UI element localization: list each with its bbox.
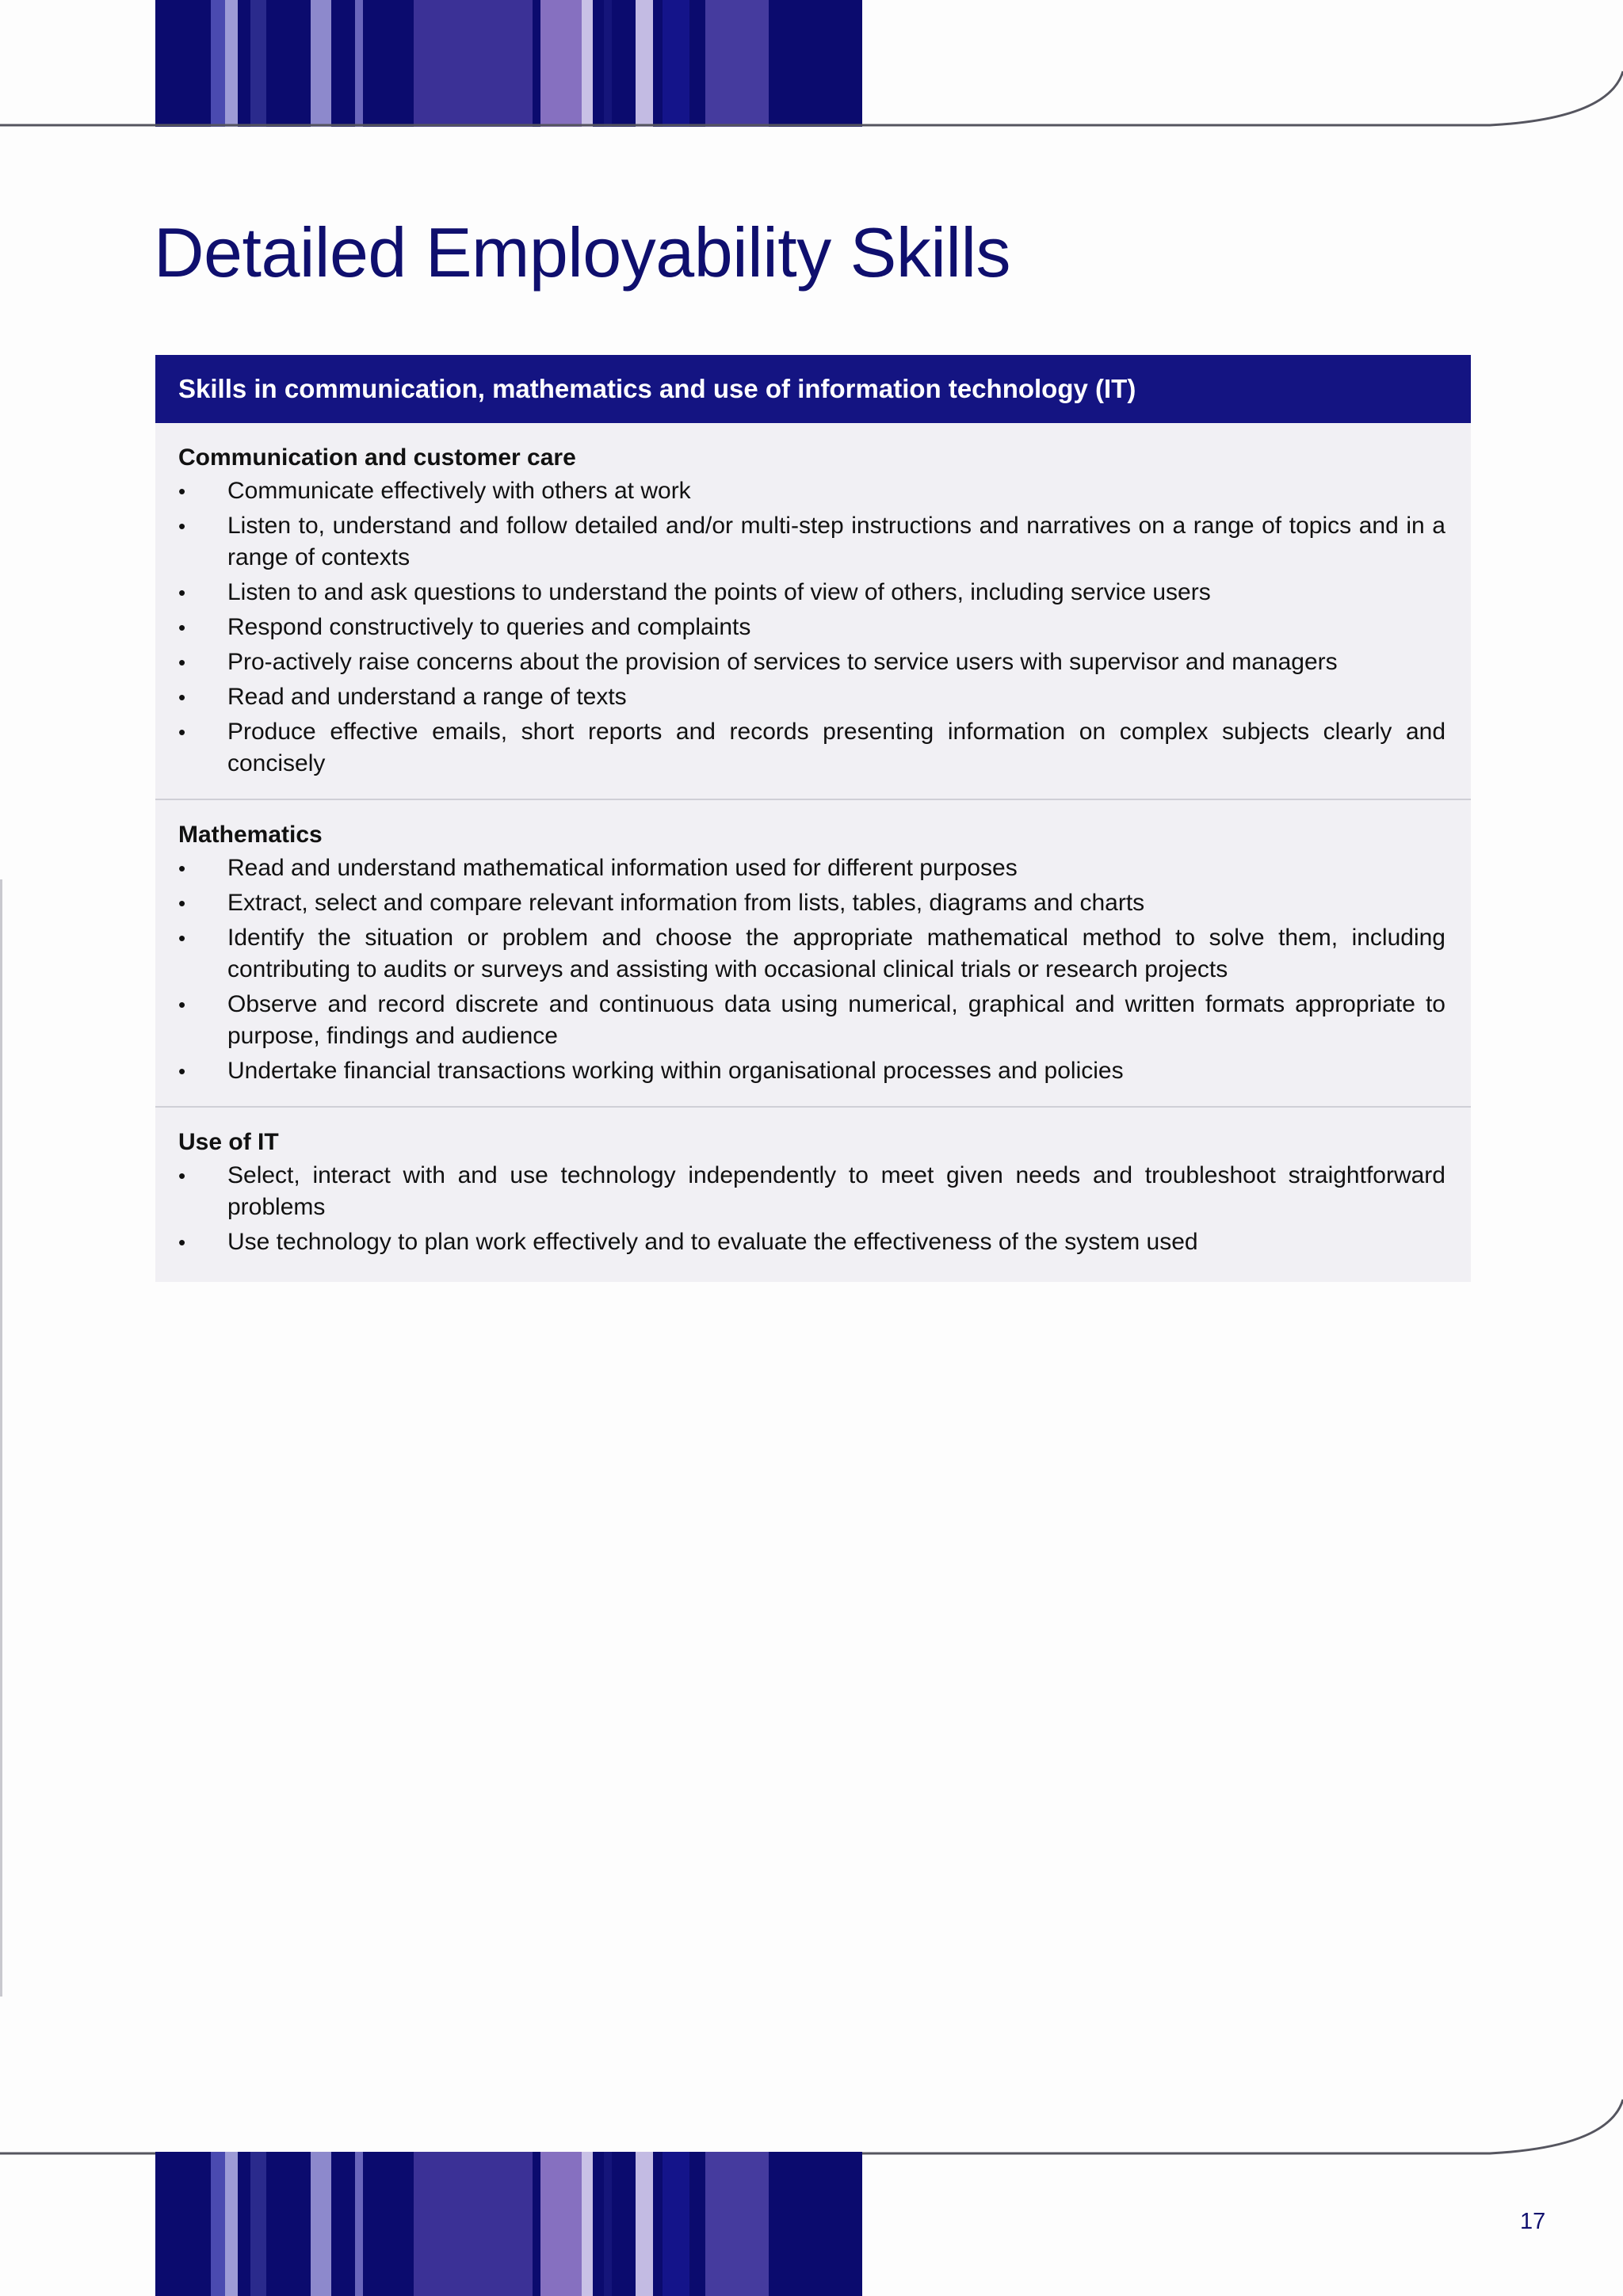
page-number: 17 xyxy=(1520,2209,1546,2234)
table-header: Skills in communication, mathematics and use of information technology (IT) xyxy=(155,355,1471,423)
bullet-icon: • xyxy=(178,581,186,605)
bullet-icon: • xyxy=(178,616,186,639)
list-item-text: Listen to, understand and follow detailed and/or multi-step instructions and narratives on a range of topics and in a range of contexts xyxy=(227,513,1445,570)
list-item xyxy=(178,716,1445,780)
bullet-list xyxy=(178,852,1445,1087)
table-sections xyxy=(155,423,1471,1282)
bullet-icon: • xyxy=(178,514,186,538)
skills-section xyxy=(155,423,1471,800)
list-item-text: Read and understand a range of texts xyxy=(227,684,627,710)
section-title: Communication and customer care xyxy=(178,444,576,471)
list-item xyxy=(178,1226,1445,1258)
bullet-icon: • xyxy=(178,891,186,915)
section-title: Use of IT xyxy=(178,1129,279,1155)
list-item xyxy=(178,646,1445,678)
list-item-text: Undertake financial transactions working within organisational processes and policies xyxy=(227,1058,1124,1084)
list-item xyxy=(178,681,1445,713)
list-item-text: Observe and record discrete and continuous data using numerical, graphical and written formats appropriate to purpose, findings and audience xyxy=(227,991,1445,1049)
bullet-icon: • xyxy=(178,1230,186,1254)
list-item-text: Extract, select and compare relevant information from lists, tables, diagrams and charts xyxy=(227,890,1145,916)
footer-decorative-band xyxy=(155,2152,862,2296)
list-item xyxy=(178,887,1445,919)
bullet-icon: • xyxy=(178,685,186,709)
list-item-text: Select, interact with and use technology independently to meet given needs and troubleshoot straightforward problems xyxy=(227,1162,1445,1220)
header-rule-line xyxy=(0,0,1623,143)
bullet-list xyxy=(178,1160,1445,1258)
list-item-text: Use technology to plan work effectively and to evaluate the effectiveness of the system used xyxy=(227,1229,1198,1255)
skills-section xyxy=(155,1108,1471,1282)
bullet-icon: • xyxy=(178,650,186,674)
list-item xyxy=(178,612,1445,643)
skills-table xyxy=(155,355,1471,1282)
list-item-text: Respond constructively to queries and complaints xyxy=(227,614,751,640)
list-item-text: Pro-actively raise concerns about the provision of services to service users with supervisor and managers xyxy=(227,649,1338,675)
bullet-icon: • xyxy=(178,856,186,880)
bullet-icon: • xyxy=(178,1059,186,1083)
list-item-text: Identify the situation or problem and choose the appropriate mathematical method to solve them, including contributing to audits or surveys and assisting with occasional clinical trials or research projects xyxy=(227,925,1445,982)
list-item xyxy=(178,852,1445,884)
list-item-text: Produce effective emails, short reports and records presenting information on complex subjects clearly and concisely xyxy=(227,719,1445,776)
page-title: Detailed Employability Skills xyxy=(154,213,1011,292)
list-item xyxy=(178,1055,1445,1087)
bullet-icon: • xyxy=(178,926,186,950)
bullet-icon: • xyxy=(178,1164,186,1188)
skills-section xyxy=(155,800,1471,1108)
section-title: Mathematics xyxy=(178,822,323,848)
list-item xyxy=(178,510,1445,574)
bullet-icon: • xyxy=(178,720,186,744)
list-item-text: Read and understand mathematical information used for different purposes xyxy=(227,855,1018,881)
list-item-text: Communicate effectively with others at work xyxy=(227,478,691,504)
list-item xyxy=(178,475,1445,507)
list-item xyxy=(178,989,1445,1052)
bullet-icon: • xyxy=(178,479,186,503)
list-item xyxy=(178,577,1445,608)
left-edge-line xyxy=(0,879,2,1997)
list-item-text: Listen to and ask questions to understand the points of view of others, including service users xyxy=(227,579,1211,605)
bullet-list xyxy=(178,475,1445,780)
list-item xyxy=(178,1160,1445,1223)
list-item xyxy=(178,922,1445,986)
bullet-icon: • xyxy=(178,993,186,1016)
